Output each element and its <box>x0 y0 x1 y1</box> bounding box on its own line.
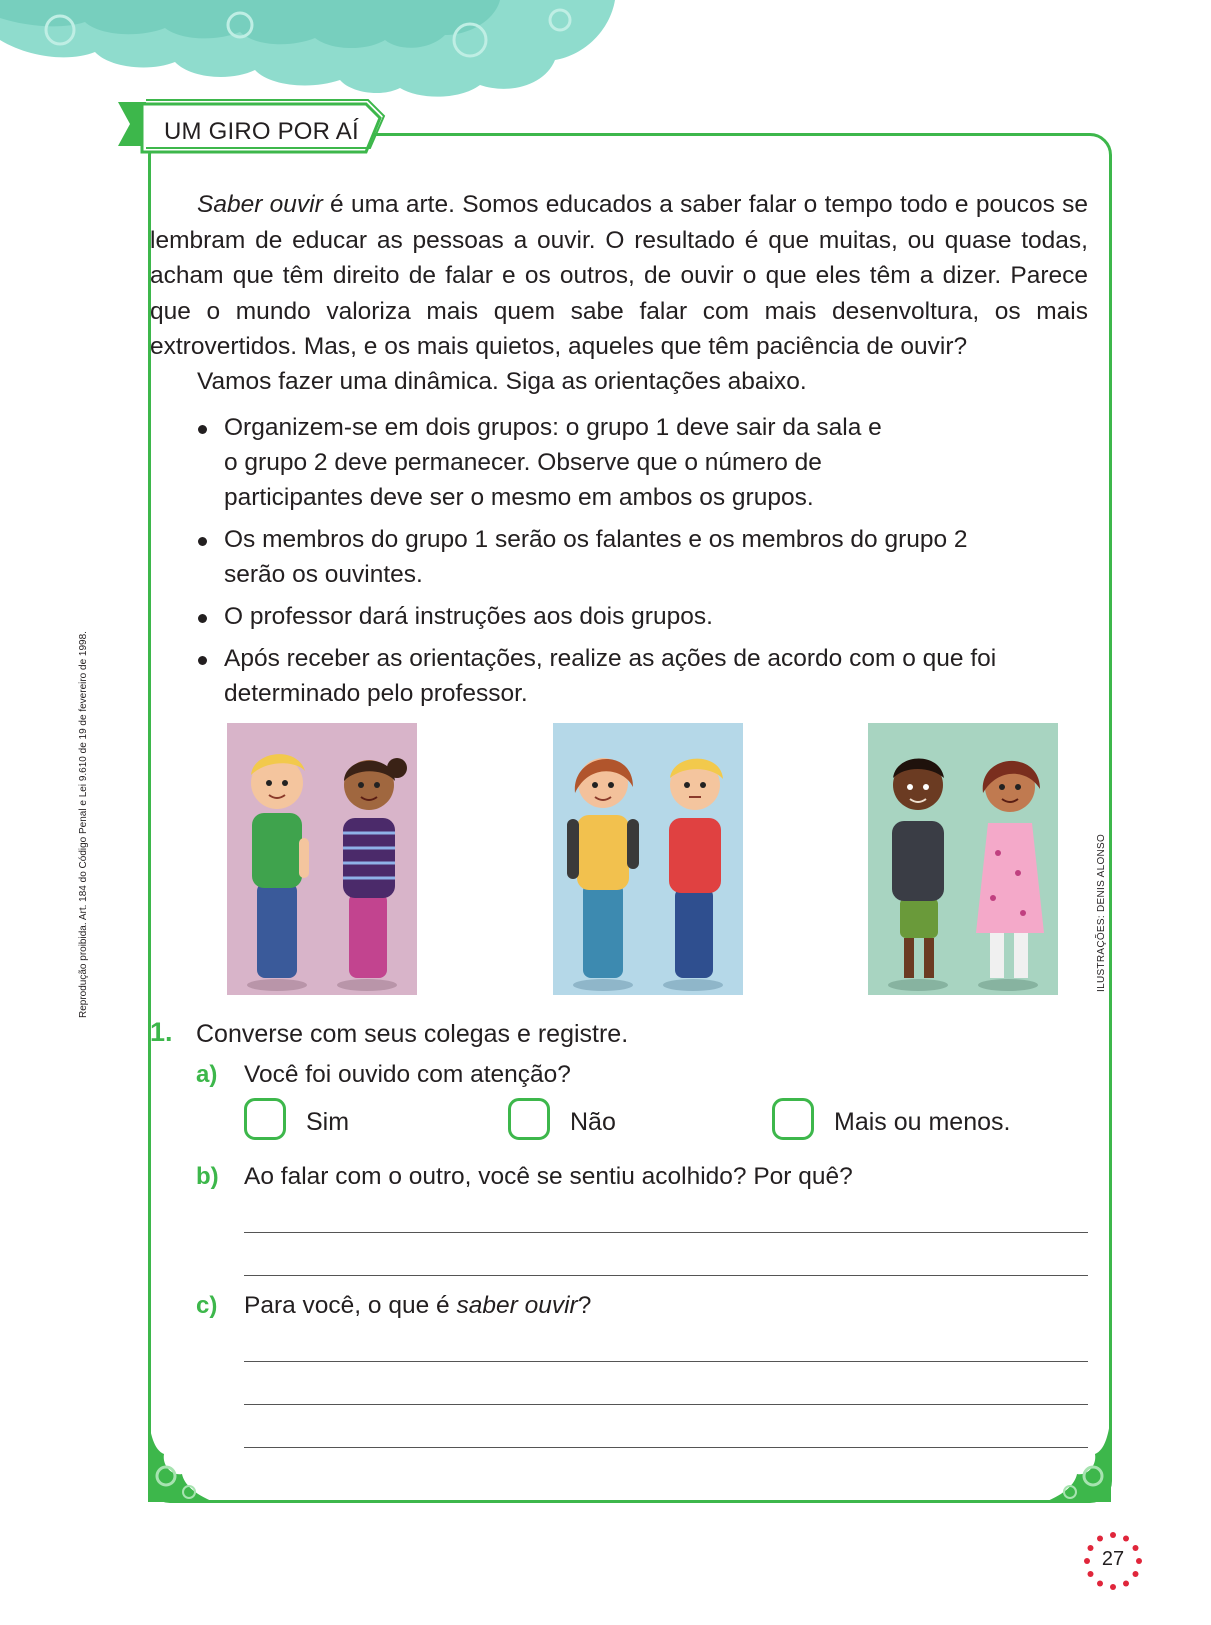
sub-question-c-letter: c) <box>196 1292 218 1319</box>
answer-line-c2[interactable] <box>244 1404 1088 1405</box>
instruction-list <box>196 410 1086 718</box>
section-title: UM GIRO POR AÍ <box>164 118 359 145</box>
illustration-children-1 <box>227 723 417 995</box>
option-nao-label: Não <box>570 1108 616 1136</box>
illustration-children-3 <box>868 723 1058 995</box>
sub-question-a-text: Você foi ouvido com atenção? <box>244 1061 571 1088</box>
children-talking-icon <box>553 723 743 995</box>
option-sim-label: Sim <box>306 1108 350 1136</box>
answer-line-b1[interactable] <box>244 1232 1088 1233</box>
sub-question-b-text: Ao falar com o outro, você se sentiu acolhido? Por quê? <box>244 1163 853 1190</box>
corner-swirl-right <box>1045 1414 1115 1504</box>
corner-swirl-left <box>144 1414 214 1504</box>
children-talking-icon <box>868 723 1058 995</box>
page-number: 27 <box>1101 1548 1125 1570</box>
sub-question-c-text <box>244 1292 591 1320</box>
answer-line-c1[interactable] <box>244 1361 1088 1362</box>
sub-question-a-letter: a) <box>196 1061 218 1088</box>
question-number: 1. <box>150 1017 173 1047</box>
list-item: Os membros do grupo 1 serão os falantes e os membros do grupo 2 serão os ouvintes. <box>196 522 1024 592</box>
instruction-paragraph: Vamos fazer uma dinâmica. Siga as orientações abaixo. <box>197 368 807 395</box>
checkbox-mais-ou-menos[interactable] <box>772 1098 814 1140</box>
sub-question-c-italic: saber ouvir <box>456 1292 578 1319</box>
checkbox-sim[interactable] <box>244 1098 286 1140</box>
illustration-children-2 <box>553 723 743 995</box>
question-text: Converse com seus colegas e registre. <box>196 1020 629 1048</box>
option-mais-ou-menos-label: Mais ou menos. <box>834 1108 1011 1136</box>
list-item: Após receber as orientações, realize as ações de acordo com o que foi determinado pelo professor. <box>196 641 1086 711</box>
cloud-decoration <box>0 0 620 100</box>
intro-italic: Saber ouvir <box>197 191 323 218</box>
list-item: O professor dará instruções aos dois grupos. <box>196 599 1086 634</box>
intro-text: é uma arte. Somos educados a saber falar o tempo todo e poucos se lembram de educar as pessoas a ouvir. O resultado é que muitas, ou quase todas, acham que têm direito de falar e os outros, de ouvir o que eles têm a dizer. Parece que o mundo valoriza mais quem sabe falar com mais desenvoltura, os mais extrovertidos. Mas, e os mais quietos, aqueles que têm paciência de ouvir? <box>150 191 1088 360</box>
children-talking-icon <box>227 723 417 995</box>
intro-paragraph <box>150 187 1088 365</box>
checkbox-nao[interactable] <box>508 1098 550 1140</box>
sub-question-c-text-end: ? <box>577 1292 592 1319</box>
answer-line-c3[interactable] <box>244 1447 1088 1448</box>
list-item: Organizem-se em dois grupos: o grupo 1 deve sair da sala e o grupo 2 deve permanecer. Observe que o número de participantes deve ser o mesmo em ambos os grupos. <box>196 410 884 515</box>
sub-question-b-letter: b) <box>196 1163 219 1190</box>
answer-line-b2[interactable] <box>244 1275 1088 1276</box>
sub-question-c-text-start: Para você, o que é <box>244 1292 457 1319</box>
copyright-note: Reprodução proibida. Art. 184 do Código Penal e Lei 9.610 de 19 de fevereiro de 1998. <box>78 631 89 1018</box>
illustration-credit: ILUSTRAÇÕES: DENIS ALONSO <box>1096 833 1107 992</box>
